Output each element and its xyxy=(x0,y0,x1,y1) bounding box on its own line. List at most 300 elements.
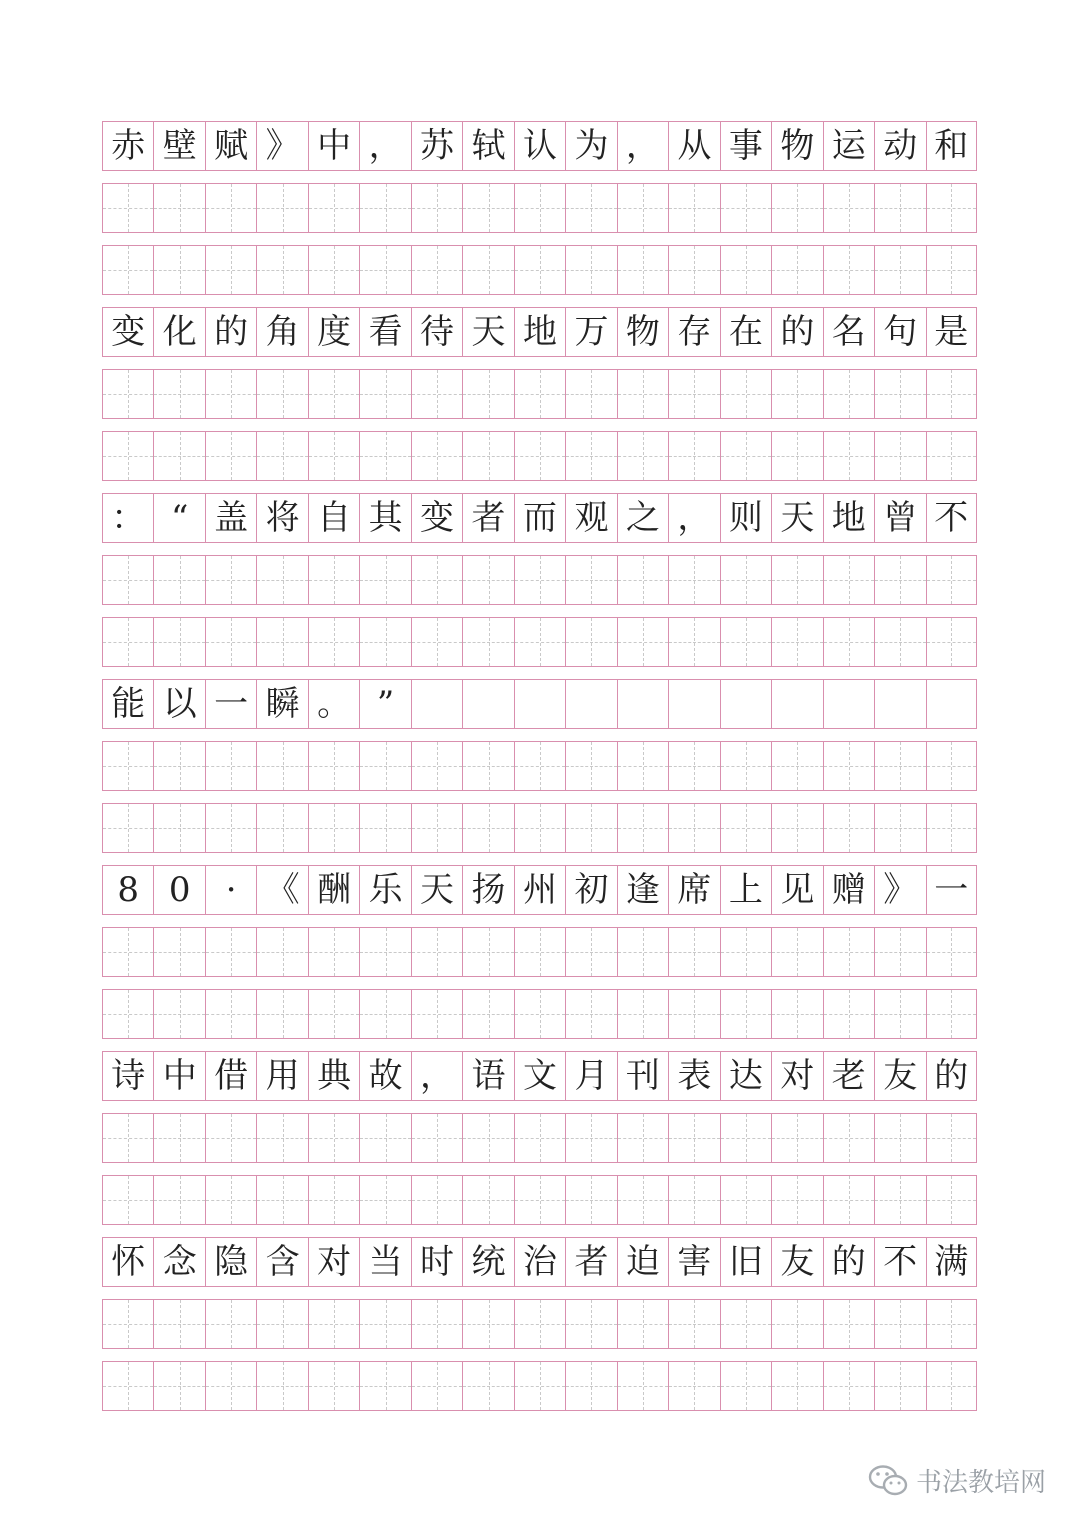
practice-cell xyxy=(153,803,204,853)
practice-row xyxy=(102,741,977,791)
character-cell xyxy=(462,1051,513,1101)
practice-cell xyxy=(153,1299,204,1349)
practice-cell xyxy=(926,1361,977,1411)
practice-cell xyxy=(308,245,359,295)
character-cell xyxy=(720,865,771,915)
practice-cell xyxy=(874,555,925,605)
practice-cell xyxy=(874,1361,925,1411)
practice-cell xyxy=(617,803,668,853)
practice-cell xyxy=(823,989,874,1039)
practice-cell xyxy=(308,741,359,791)
character: 上 xyxy=(728,870,763,910)
practice-cell xyxy=(462,741,513,791)
practice-cell xyxy=(720,245,771,295)
practice-cell xyxy=(926,431,977,481)
character-cell xyxy=(359,1237,410,1287)
character-cell xyxy=(874,1237,925,1287)
character-cell xyxy=(617,493,668,543)
practice-cell xyxy=(668,1361,719,1411)
practice-cell xyxy=(668,555,719,605)
practice-cell xyxy=(102,245,153,295)
character-cell xyxy=(153,1237,204,1287)
text-row xyxy=(102,121,977,171)
practice-cell xyxy=(617,1175,668,1225)
practice-cell xyxy=(565,1361,616,1411)
character: 之 xyxy=(625,498,660,538)
character: 中 xyxy=(162,1056,197,1096)
character-cell xyxy=(308,307,359,357)
character-cell xyxy=(565,865,616,915)
character: 名 xyxy=(831,312,866,352)
character-cell xyxy=(668,307,719,357)
practice-cell xyxy=(205,617,256,667)
practice-cell xyxy=(514,803,565,853)
character: 待 xyxy=(420,312,455,352)
practice-cell xyxy=(720,1113,771,1163)
character-cell xyxy=(308,1051,359,1101)
practice-cell xyxy=(771,741,822,791)
practice-cell xyxy=(205,989,256,1039)
character: 语 xyxy=(471,1056,506,1096)
character: 瞬 xyxy=(265,684,300,724)
practice-cell xyxy=(102,555,153,605)
wechat-icon xyxy=(868,1464,908,1498)
character-cell xyxy=(720,1051,771,1101)
character: 表 xyxy=(677,1056,712,1096)
character: 的 xyxy=(214,312,249,352)
character: 地 xyxy=(831,498,866,538)
character: 的 xyxy=(780,312,815,352)
character-cell xyxy=(617,307,668,357)
line-group xyxy=(102,679,977,853)
character-cell xyxy=(668,493,719,543)
character: ， xyxy=(420,1056,455,1096)
practice-cell xyxy=(256,1299,307,1349)
practice-cell xyxy=(823,1361,874,1411)
character: 观 xyxy=(574,498,609,538)
character-cell xyxy=(668,1237,719,1287)
character: 看 xyxy=(368,312,403,352)
character-cell xyxy=(462,121,513,171)
character: 满 xyxy=(934,1242,969,1282)
practice-cell xyxy=(153,927,204,977)
practice-cell xyxy=(359,1113,410,1163)
character-cell xyxy=(359,1051,410,1101)
practice-cell xyxy=(308,927,359,977)
character-cell xyxy=(308,679,359,729)
character-cell xyxy=(668,121,719,171)
character-cell xyxy=(411,1051,462,1101)
practice-cell xyxy=(771,1175,822,1225)
practice-cell xyxy=(874,741,925,791)
text-row xyxy=(102,493,977,543)
line-group xyxy=(102,121,977,295)
character: 化 xyxy=(162,312,197,352)
practice-cell xyxy=(359,927,410,977)
character-cell xyxy=(668,1051,719,1101)
character-cell xyxy=(874,1051,925,1101)
practice-cell xyxy=(102,803,153,853)
practice-cell xyxy=(823,803,874,853)
character-cell xyxy=(926,1237,977,1287)
practice-cell xyxy=(565,927,616,977)
practice-cell xyxy=(102,369,153,419)
practice-row xyxy=(102,183,977,233)
character: 天 xyxy=(780,498,815,538)
practice-cell xyxy=(153,183,204,233)
character: 万 xyxy=(574,312,609,352)
character-cell xyxy=(874,121,925,171)
practice-row xyxy=(102,927,977,977)
practice-cell xyxy=(771,369,822,419)
character: 其 xyxy=(368,498,403,538)
practice-row xyxy=(102,617,977,667)
character: 0 xyxy=(168,870,191,910)
character: 8 xyxy=(117,870,140,910)
character-cell xyxy=(514,493,565,543)
practice-cell xyxy=(411,741,462,791)
practice-cell xyxy=(359,369,410,419)
character: 治 xyxy=(522,1242,557,1282)
character-cell xyxy=(823,1051,874,1101)
character: 地 xyxy=(522,312,557,352)
practice-cell xyxy=(514,989,565,1039)
character-cell xyxy=(926,865,977,915)
character: 不 xyxy=(934,498,969,538)
character: 赠 xyxy=(831,870,866,910)
practice-cell xyxy=(462,555,513,605)
character-cell xyxy=(153,865,204,915)
character: 在 xyxy=(728,312,763,352)
character: 借 xyxy=(214,1056,249,1096)
character: · xyxy=(225,870,237,910)
practice-cell xyxy=(617,431,668,481)
character-cell xyxy=(153,679,204,729)
practice-cell xyxy=(668,245,719,295)
character-cell xyxy=(462,1237,513,1287)
character: 月 xyxy=(574,1056,609,1096)
character: 事 xyxy=(728,126,763,166)
practice-cell xyxy=(359,1175,410,1225)
character: 刊 xyxy=(625,1056,660,1096)
character: 酬 xyxy=(317,870,352,910)
practice-cell xyxy=(256,617,307,667)
practice-cell xyxy=(359,555,410,605)
practice-cell xyxy=(514,617,565,667)
practice-cell xyxy=(823,617,874,667)
practice-cell xyxy=(153,555,204,605)
character: 赋 xyxy=(214,126,249,166)
practice-cell xyxy=(411,1361,462,1411)
practice-cell xyxy=(256,555,307,605)
character: 句 xyxy=(883,312,918,352)
practice-cell xyxy=(771,927,822,977)
practice-cell xyxy=(256,245,307,295)
practice-cell xyxy=(205,183,256,233)
practice-cell xyxy=(823,369,874,419)
practice-cell xyxy=(874,617,925,667)
practice-cell xyxy=(926,927,977,977)
practice-cell xyxy=(874,1113,925,1163)
practice-cell xyxy=(874,803,925,853)
character-cell xyxy=(514,307,565,357)
practice-cell xyxy=(823,245,874,295)
practice-cell xyxy=(668,989,719,1039)
practice-cell xyxy=(720,555,771,605)
character-cell xyxy=(256,679,307,729)
practice-cell xyxy=(462,803,513,853)
character: 能 xyxy=(111,684,146,724)
practice-cell xyxy=(823,1299,874,1349)
character: “ xyxy=(171,498,189,538)
practice-cell xyxy=(308,1361,359,1411)
character-cell xyxy=(771,1237,822,1287)
character: 乐 xyxy=(368,870,403,910)
practice-cell xyxy=(205,1175,256,1225)
practice-cell xyxy=(308,1299,359,1349)
practice-cell xyxy=(359,431,410,481)
practice-cell xyxy=(205,1299,256,1349)
character-cell xyxy=(565,121,616,171)
character-cell xyxy=(565,493,616,543)
practice-cell xyxy=(359,617,410,667)
character-cell xyxy=(411,121,462,171)
practice-cell xyxy=(926,1299,977,1349)
character-cell xyxy=(256,865,307,915)
practice-cell xyxy=(720,1299,771,1349)
character-cell xyxy=(205,493,256,543)
character: 物 xyxy=(625,312,660,352)
practice-cell xyxy=(102,617,153,667)
character: 初 xyxy=(574,870,609,910)
character: 对 xyxy=(317,1242,352,1282)
character-cell xyxy=(720,1237,771,1287)
practice-cell xyxy=(256,1175,307,1225)
practice-cell xyxy=(411,989,462,1039)
practice-cell xyxy=(874,245,925,295)
text-row xyxy=(102,865,977,915)
practice-cell xyxy=(874,369,925,419)
character-cell xyxy=(308,493,359,543)
practice-cell xyxy=(720,927,771,977)
practice-row xyxy=(102,431,977,481)
practice-cell xyxy=(153,1361,204,1411)
practice-cell xyxy=(359,1299,410,1349)
practice-cell xyxy=(514,1175,565,1225)
practice-cell xyxy=(205,555,256,605)
practice-cell xyxy=(565,741,616,791)
text-row xyxy=(102,1237,977,1287)
practice-cell xyxy=(771,1361,822,1411)
character: 曾 xyxy=(883,498,918,538)
character-cell xyxy=(874,493,925,543)
practice-cell xyxy=(720,183,771,233)
character-cell xyxy=(205,1237,256,1287)
practice-cell xyxy=(256,803,307,853)
character: 旧 xyxy=(728,1242,763,1282)
character: 度 xyxy=(317,312,352,352)
character: 将 xyxy=(265,498,300,538)
practice-cell xyxy=(874,1299,925,1349)
character-cell xyxy=(514,865,565,915)
character-cell xyxy=(617,1051,668,1101)
practice-cell xyxy=(874,183,925,233)
character-cell xyxy=(617,1237,668,1287)
practice-cell xyxy=(308,1175,359,1225)
practice-cell xyxy=(720,617,771,667)
practice-cell xyxy=(256,741,307,791)
character: 者 xyxy=(471,498,506,538)
character-cell xyxy=(411,865,462,915)
practice-cell xyxy=(411,1299,462,1349)
practice-cell xyxy=(668,1299,719,1349)
character: 当 xyxy=(368,1242,403,1282)
practice-row xyxy=(102,1175,977,1225)
practice-cell xyxy=(514,1299,565,1349)
character: 怀 xyxy=(111,1242,146,1282)
character: 则 xyxy=(728,498,763,538)
character: 扬 xyxy=(471,870,506,910)
practice-cell xyxy=(256,183,307,233)
character-cell xyxy=(411,679,462,729)
practice-cell xyxy=(102,989,153,1039)
practice-row xyxy=(102,1299,977,1349)
practice-cell xyxy=(411,555,462,605)
practice-cell xyxy=(462,1113,513,1163)
practice-cell xyxy=(462,245,513,295)
calligraphy-practice-sheet xyxy=(102,121,977,1423)
character: 而 xyxy=(522,498,557,538)
practice-cell xyxy=(411,245,462,295)
practice-cell xyxy=(153,617,204,667)
practice-cell xyxy=(256,1361,307,1411)
character-cell xyxy=(102,679,153,729)
practice-cell xyxy=(514,369,565,419)
practice-cell xyxy=(462,989,513,1039)
practice-cell xyxy=(102,1361,153,1411)
practice-cell xyxy=(308,183,359,233)
practice-cell xyxy=(205,369,256,419)
character: 中 xyxy=(317,126,352,166)
practice-cell xyxy=(359,1361,410,1411)
practice-cell xyxy=(720,1175,771,1225)
practice-cell xyxy=(411,183,462,233)
practice-cell xyxy=(617,927,668,977)
character-cell xyxy=(359,865,410,915)
practice-cell xyxy=(102,183,153,233)
character: 变 xyxy=(111,312,146,352)
practice-cell xyxy=(668,183,719,233)
character-cell xyxy=(720,121,771,171)
practice-cell xyxy=(462,1175,513,1225)
practice-cell xyxy=(205,741,256,791)
character-cell xyxy=(514,121,565,171)
character-cell xyxy=(771,307,822,357)
practice-cell xyxy=(565,803,616,853)
practice-cell xyxy=(874,989,925,1039)
practice-cell xyxy=(102,927,153,977)
practice-cell xyxy=(256,369,307,419)
character: 文 xyxy=(522,1056,557,1096)
character: 友 xyxy=(883,1056,918,1096)
practice-cell xyxy=(617,369,668,419)
practice-cell xyxy=(102,1113,153,1163)
practice-cell xyxy=(462,617,513,667)
character-cell xyxy=(256,1051,307,1101)
character-cell xyxy=(205,865,256,915)
character-cell xyxy=(926,121,977,171)
character: 是 xyxy=(934,312,969,352)
practice-cell xyxy=(926,183,977,233)
character: 》 xyxy=(883,870,918,910)
character-cell xyxy=(823,493,874,543)
practice-cell xyxy=(462,431,513,481)
practice-cell xyxy=(153,245,204,295)
character-cell xyxy=(359,493,410,543)
practice-cell xyxy=(823,555,874,605)
character: 天 xyxy=(420,870,455,910)
practice-cell xyxy=(514,245,565,295)
practice-cell xyxy=(411,431,462,481)
practice-cell xyxy=(874,1175,925,1225)
practice-cell xyxy=(668,741,719,791)
practice-cell xyxy=(565,183,616,233)
practice-cell xyxy=(514,1113,565,1163)
character: 对 xyxy=(780,1056,815,1096)
character: 典 xyxy=(317,1056,352,1096)
character-cell xyxy=(565,679,616,729)
practice-cell xyxy=(668,803,719,853)
character-cell xyxy=(771,865,822,915)
character: 的 xyxy=(934,1056,969,1096)
practice-cell xyxy=(205,431,256,481)
character: 迫 xyxy=(625,1242,660,1282)
practice-cell xyxy=(668,369,719,419)
practice-cell xyxy=(514,741,565,791)
character: 苏 xyxy=(420,126,455,166)
practice-cell xyxy=(462,369,513,419)
practice-cell xyxy=(359,183,410,233)
character-cell xyxy=(874,679,925,729)
character-cell xyxy=(411,307,462,357)
practice-cell xyxy=(771,1299,822,1349)
practice-cell xyxy=(720,741,771,791)
practice-cell xyxy=(771,245,822,295)
practice-cell xyxy=(411,927,462,977)
character-cell xyxy=(720,493,771,543)
watermark-text: 书法教培网 xyxy=(915,1468,1046,1498)
character: 赤 xyxy=(111,126,146,166)
practice-cell xyxy=(565,555,616,605)
character-cell xyxy=(514,1237,565,1287)
character-cell xyxy=(720,307,771,357)
line-group xyxy=(102,1051,977,1225)
practice-cell xyxy=(668,1175,719,1225)
practice-cell xyxy=(771,617,822,667)
character-cell xyxy=(462,679,513,729)
practice-cell xyxy=(720,1361,771,1411)
practice-cell xyxy=(462,927,513,977)
character: 达 xyxy=(728,1056,763,1096)
character: 见 xyxy=(780,870,815,910)
character-cell xyxy=(205,307,256,357)
character-cell xyxy=(102,865,153,915)
character: 为 xyxy=(574,126,609,166)
text-row xyxy=(102,307,977,357)
practice-cell xyxy=(153,369,204,419)
practice-cell xyxy=(514,927,565,977)
character-cell xyxy=(102,1237,153,1287)
